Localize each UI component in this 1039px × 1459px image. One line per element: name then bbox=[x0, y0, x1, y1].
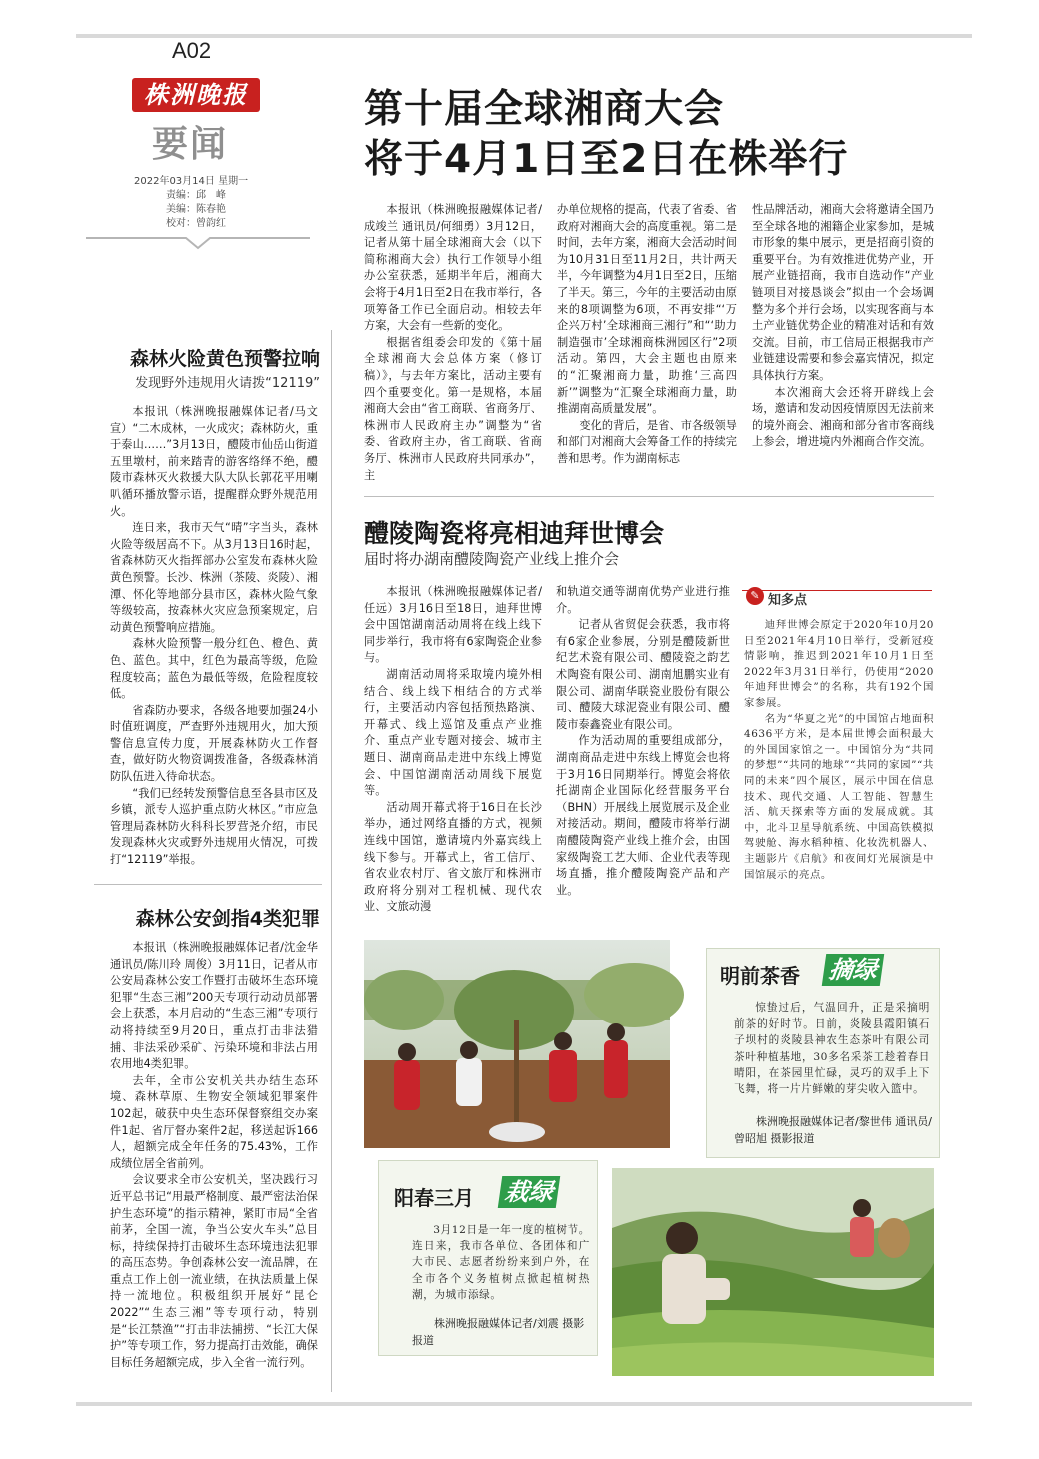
tea-headline: 明前茶香 bbox=[720, 964, 800, 988]
lead-paragraph: 性品牌活动，湘商大会将邀请全国乃至全球各地的湘籍企业家参加，是城市形象的集中展示，更是招商引资的重要平台。为有效推进优势产业，开展产业链招商，我市自选动作“产业链项目对接恳谈会”拟由一个会场调整为多个并行会场，以实现客商与本土产业链优势企业的精准对话和有效交流。目前，市工信局正根据我市产业链建设需要和参会嘉宾情况，拟定具体执行方案。 bbox=[752, 203, 934, 382]
fire-paragraph: 本报讯（株洲晚报融媒体记者/马文宣）“二木成林，一火成灾；森林防火，重于泰山……”3月13日，醴陵市仙岳山街道五里墩村，前来踏青的游客络绎不绝，醴陵市森林灭火救援大队大队长郭花平用喇叭循环播放警示语，提醒群众野外规范用火。 bbox=[110, 405, 318, 518]
fire-paragraph: “我们已经转发预警信息至各县市区及乡镇，派专人巡护重点防火林区。”市应急管理局森林防火科科长罗营尧介绍，市民发现森林火灾或野外违规用火情况，可拨打“12119”举报。 bbox=[110, 786, 318, 867]
fire-divider bbox=[94, 884, 322, 885]
lead-paragraph: 本次湘商大会还将开辟线上会场，邀请和发动因疫情原因无法前来的境外商会、湘商和部分省市客商线上参会，增进境内外湘商合作交流。 bbox=[752, 385, 934, 449]
know-more-paragraph: 迪拜世博会原定于2020年10月20日至2021年4月10日举行，受新冠疫情影响，推迟到2021年10月1日至2022年3月31日举行，仍使用“2020年迪拜世博会”的名称，共有192个国家参展。 bbox=[744, 619, 934, 709]
ceramic-paragraph: 本报讯（株洲晚报融媒体记者/任远）3月16日至18日，迪拜世博会中国馆湖南活动周将在线上线下同步举行，我市将有6家陶瓷企业参与。 bbox=[364, 585, 542, 665]
fire-subheadline: 发现野外违规用火请拨“12119” bbox=[135, 376, 320, 391]
fire-paragraph: 连日来，我市天气“晴”字当头，森林火险等级居高不下。从3月13日16时起，省森林防灭火指挥部办公室发布森林火险黄色预警。长沙、株洲（茶陵、炎陵）、湘潭、怀化等地部分县市区，森林火险气象等级较高，按森林火灾应急预案规定，启动黄色预警响应措施。 bbox=[110, 521, 318, 634]
tree-planting-photo bbox=[364, 940, 670, 1148]
fire-headline: 森林火险黄色预警拉响 bbox=[129, 348, 320, 370]
lead-column-2 bbox=[557, 202, 737, 474]
police-article-body bbox=[110, 940, 318, 1386]
spring-headline-accent: 栽绿 bbox=[498, 1176, 560, 1208]
tea-caption: 惊蛰过后，气温回升，正是采摘明前茶的好时节。日前，炎陵县霞阳镇石子坝村的炎陵县神农生态茶叶有限公司茶叶种植基地，30多名采茶工趁着春日晴阳，在茶园里忙碌，灵巧的双手上下飞舞，将一片片鲜嫩的芽尖收入篮中。 bbox=[734, 1002, 930, 1096]
spring-caption: 3月12日是一年一度的植树节。连日来，我市各单位、各团体和广大市民、志愿者纷纷来到户外，在全市各个义务植树点掀起植树热潮，为城市添绿。 bbox=[412, 1224, 590, 1301]
pin-icon: ✎ bbox=[746, 587, 764, 605]
section-title: 要闻 bbox=[152, 123, 229, 165]
newspaper-logo: 株洲晚报 bbox=[132, 78, 260, 112]
tea-credit: 株洲晚报融媒体记者/黎世伟 通讯员/曾昭旭 摄影报道 bbox=[734, 1115, 932, 1145]
page-number: A02 bbox=[172, 38, 212, 63]
lead-paragraph: 变化的背后，是省、市各级领导和部门对湘商大会筹备工作的持续完善和思考。作为湖南标志 bbox=[557, 418, 737, 465]
ceramic-column-1 bbox=[364, 584, 542, 914]
masthead-chevron bbox=[86, 228, 310, 250]
know-more-tag: 知多点 bbox=[768, 593, 808, 608]
police-headline: 森林公安剑指4类犯罪 bbox=[135, 908, 320, 930]
police-paragraph: 本报讯（株洲晚报融媒体记者/沈金华 通讯员/陈川玲 周俊）3月11日，记者从市公安局森林公安工作暨打击破坏生态环境犯罪“生态三湘”200天专项行动动员部署会上获悉，本月启动的“生态三湘”专项行动将持续至9月20日，重点打击非法猎捕、非法采砂采矿、污染环境和非法占用农用地4类犯罪。 bbox=[110, 941, 318, 1071]
bottom-rule bbox=[76, 1402, 972, 1406]
lead-column-3 bbox=[752, 202, 934, 474]
spring-credit: 株洲晚报融媒体记者/刘震 摄影报道 bbox=[412, 1317, 585, 1347]
police-paragraph: 去年，全市公安机关共办结生态环境、森林草原、生物安全领域犯罪案件102起，破获中央生态环保督察组交办案件1起、省厅督办案件2起，移送起诉166人，超额完成全年任务的75.43%，工作成绩位居全省前列。 bbox=[110, 1073, 318, 1170]
ceramic-paragraph: 活动周开幕式将于16日在长沙举办，通过网络直播的方式，视频连线中国馆，邀请境内外嘉宾线上线下参与。开幕式上，省工信厅、省农业农村厅、省文旅厅和株洲市政府将分别对工程机械、现代农业、文旅动漫 bbox=[364, 800, 542, 914]
lead-paragraph: 办单位规格的提高，代表了省委、省政府对湘商大会的高度重视。第二是时间，去年方案，湘商大会活动时间为10月31日至11月2日，共计两天半，今年调整为4月1日至2日，压缩了半天。第三，今年的主要活动由原来的8项调整为6项，不再安排“‘万企兴万村’全球湘商三湘行”和“‘助力制造强市’全球湘商株洲园区行”2项活动。第四，大会主题也由原来的“汇聚湘商力量，助推‘三高四新’”调整为“汇聚全球湘商力量，助推湖南高质量发展”。 bbox=[557, 203, 737, 416]
lead-paragraph: 本报讯（株洲晚报融媒体记者/成竣兰 通讯员/何细勇）3月12日，记者从第十届全球湘商大会（以下简称湘商大会）执行工作领导小组办公室获悉，延期半年后，湘商大会将于4月1日至2日在我市举行，各项筹备工作已全面启动。相较去年方案，大会有一些新的变化。 bbox=[364, 203, 542, 333]
ceramic-paragraph: 和轨道交通等湖南优势产业进行推介。 bbox=[556, 585, 730, 615]
column-divider bbox=[331, 330, 332, 1392]
fire-article-body bbox=[110, 404, 318, 882]
ceramic-paragraph: 湖南活动周将采取境内境外相结合、线上线下相结合的方式举行，主要活动内容包括预热路演、开幕式、线上巡馆及重点产业推介、重点产业专题对接会、城市主题日、湖南商品走进中东线上博览会、中国馆湖南活动周线下展览等。 bbox=[364, 667, 542, 798]
ceramic-headline: 醴陵陶瓷将亮相迪拜世博会 bbox=[364, 519, 665, 548]
ceramic-paragraph: 记者从省贸促会获悉，我市将有6家企业参展，分别是醴陵新世纪艺术瓷有限公司、醴陵瓷之韵艺术陶瓷有限公司、湖南旭鹏实业有限公司、湖南华联瓷业股份有限公司、醴陵大球泥瓷业有限公司、醴陵市泰鑫瓷业有限公司。 bbox=[556, 618, 730, 731]
fire-paragraph: 省森防办要求，各级各地要加强24小时值班调度，严查野外违规用火，加大预警信息宣传力度，开展森林防火工作督查，做好防火物资调拨准备，各级森林消防队伍进入待命状态。 bbox=[110, 703, 318, 784]
ceramic-column-2 bbox=[556, 584, 730, 900]
issue-date: 2022年03月14日 星期一 bbox=[134, 176, 249, 187]
proofreader-line: 校对：曾韵红 bbox=[166, 218, 226, 229]
police-paragraph: 会议要求全市公安机关，坚决践行习近平总书记“用最严格制度、最严密法治保护生态环境”的指示精神，紧盯市局“全省前茅，全国一流，争当公安火车头”总目标，持续保持打击破坏生态环境违法犯罪的高压态势。争创森林公安一流品牌，在重点工作上创一流业绩，在执法质量上保持一流地位。积极组织开展好“昆仑2022”“生态三湘”等专项行动，特别是“长江禁渔”“打击非法捕捞、“长江大保护”等专项工作，努力提高打击效能，确保目标任务超额完成，步入全省一流行列。 bbox=[110, 1173, 318, 1369]
lead-headline-line1: 第十届全球湘商大会 bbox=[364, 87, 725, 132]
ceramic-subheadline: 届时将办湖南醴陵陶瓷产业线上推介会 bbox=[364, 550, 620, 568]
fire-paragraph: 森林火险预警一般分红色、橙色、黄色、蓝色。其中，红色为最高等级，危险程度较高；蓝色为最低等级，危险程度较低。 bbox=[110, 637, 318, 701]
lead-divider bbox=[364, 496, 934, 497]
tea-headline-accent: 摘绿 bbox=[822, 954, 884, 986]
lead-column-1 bbox=[364, 202, 542, 482]
know-more-header bbox=[742, 590, 932, 608]
lead-headline-line2: 将于4月1日至2日在株举行 bbox=[364, 137, 849, 182]
tea-picking-photo bbox=[612, 1168, 934, 1376]
lead-paragraph: 根据省组委会印发的《第十届全球湘商大会总体方案（修订稿）》，与去年方案比，活动主要有四个重要变化。第一是规格，本届湘商大会由“省工商联、省商务厅、株洲市人民政府主办”调整为“省委、省政府主办，省工商联、省商务厅、株洲市人民政府共同承办”，主 bbox=[364, 335, 542, 482]
editor-line: 责编：邱 峰 bbox=[166, 190, 226, 201]
spring-headline: 阳春三月 bbox=[394, 1186, 474, 1210]
ceramic-paragraph: 作为活动周的重要组成部分，湖南商品走进中东线上博览会也将于3月16日同期举行。博览会将依托湖南企业国际化经营服务平台（BHN）开展线上展览展示及企业对接活动。期间，醴陵市将举行湖南醴陵陶瓷产业线上推介会，由国家级陶瓷工艺大师、企业代表等现场直播，推介醴陵陶瓷产品和产业。 bbox=[556, 734, 730, 897]
know-more-paragraph: 名为“华夏之光”的中国馆占地面积4636平方米，是本届世博会面积最大的外国国家馆之一。中国馆分为“共同的梦想”“共同的地球”“共同的家园”“共同的未来”四个展区，展示中国在信息技术、现代交通、人工智能、智慧生活、航天探索等方面的发展成就。其中，北斗卫星导航系统、中国高铁模拟驾驶舱、海水稻种植、化妆洗机器人、主题影片《启航》和夜间灯光展演是中国馆展示的亮点。 bbox=[744, 712, 934, 881]
know-more-body bbox=[744, 618, 934, 904]
designer-line: 美编：陈春艳 bbox=[166, 204, 226, 215]
